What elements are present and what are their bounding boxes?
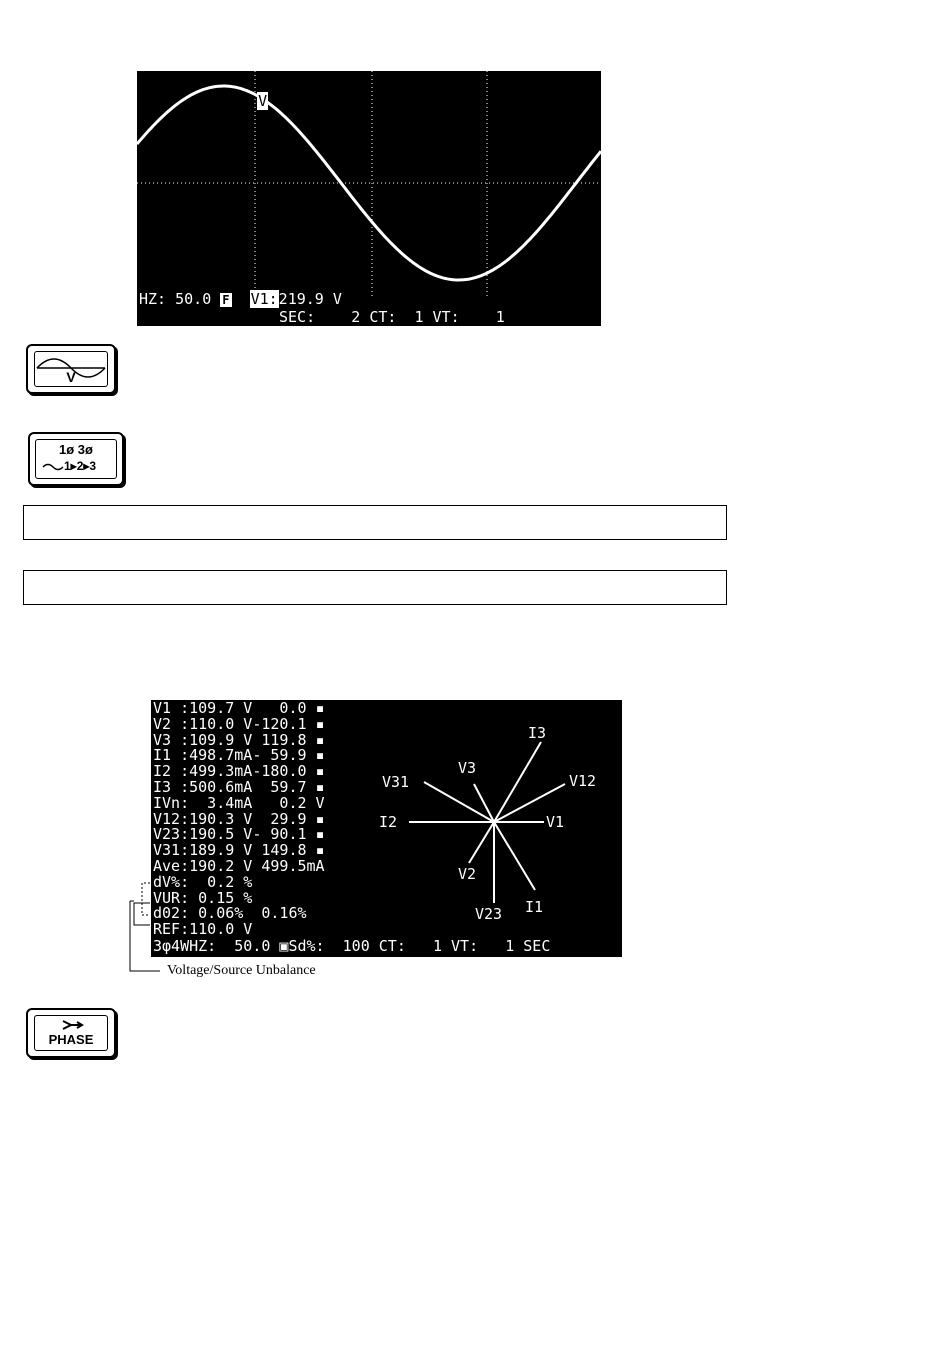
measurement-row: Ave:190.2 V 499.5mA [153, 857, 325, 875]
empty-text-box-1 [23, 505, 727, 540]
hz-readout [139, 291, 342, 308]
voltage-key-label: V [66, 369, 76, 385]
voltage-reading: 219.9 V [278, 290, 342, 308]
measurement-row: V31:189.9 V 149.8 ▪ [153, 841, 325, 860]
phasor-label-v3: V3 [458, 759, 477, 777]
measurement-row: I3 :500.6mA 59.7 ▪ [153, 778, 325, 796]
small-wave-icon [42, 462, 64, 472]
waveform-screen [137, 71, 601, 326]
phase-select-bottom-label: 1▸2▸3 [64, 459, 97, 473]
phasor-label-i3: I3 [528, 724, 547, 742]
phase-select-top-label: 1ø 3ø [59, 442, 93, 457]
sec-label: SEC: [279, 308, 316, 326]
channel-label: V1: [250, 290, 278, 308]
measurement-row: dV%: 0.2 % [153, 872, 253, 891]
vt-label: VT: [432, 308, 460, 326]
ct-label: CT: [369, 308, 397, 326]
ct-value: 1 [414, 308, 424, 326]
phase-key[interactable] [26, 1008, 116, 1058]
phasor-label-v2: V2 [458, 865, 477, 883]
measurement-row: V3 :109.9 V 119.8 ▪ [153, 730, 325, 749]
measurement-row: I1 :498.7mA- 59.9 ▪ [153, 746, 325, 765]
empty-text-box-2 [23, 570, 727, 605]
sec-value: 2 [351, 308, 361, 326]
measurement-row: d02: 0.06% 0.16% [153, 904, 307, 923]
phasor-label-i2: I2 [379, 813, 398, 831]
hz-label: HZ: [139, 290, 167, 308]
f-badge: F [222, 293, 230, 307]
measurement-row: IVn: 3.4mA 0.2 V [153, 793, 325, 812]
phasor-label-v31: V31 [382, 773, 410, 791]
waveform-graph [137, 71, 601, 326]
vt-value: 1 [495, 308, 505, 326]
phase-arrow-icon [61, 1018, 85, 1032]
measurement-row: V12:190.3 V 29.9 ▪ [153, 809, 325, 828]
measurement-row: V1 :109.7 V 0.0 ▪ [153, 700, 325, 717]
phasor-label-v23: V23 [475, 905, 503, 923]
phase-status-line: 3φ4WHZ: 50.0 ▣Sd%: 100 CT: 1 VT: 1 SEC [153, 937, 551, 955]
phase-select-key[interactable] [28, 432, 124, 486]
unbalance-bracket [120, 875, 160, 975]
measurement-row: V23:190.5 V- 90.1 ▪ [153, 825, 325, 844]
hz-value: 50.0 [175, 290, 212, 308]
cursor-marker: V [258, 92, 268, 110]
phasor-i1-line [494, 822, 535, 890]
phase-key-label: PHASE [48, 1032, 94, 1047]
phasor-label-i1: I1 [525, 898, 544, 916]
phasor-v2-line [469, 822, 494, 863]
measurement-row: V2 :110.0 V-120.1 ▪ [153, 714, 325, 733]
measurement-row: VUR: 0.15 % [153, 888, 253, 907]
measurement-row: I2 :499.3mA-180.0 ▪ [153, 762, 325, 781]
settings-readout [279, 309, 505, 325]
measurement-row: REF:110.0 V [153, 920, 253, 939]
phase-screen [151, 700, 622, 957]
unbalance-annotation: Voltage/Source Unbalance [167, 963, 316, 978]
phasor-label-v1: V1 [546, 813, 565, 831]
voltage-waveform-key[interactable] [26, 344, 116, 394]
phasor-label-v12: V12 [569, 772, 597, 790]
